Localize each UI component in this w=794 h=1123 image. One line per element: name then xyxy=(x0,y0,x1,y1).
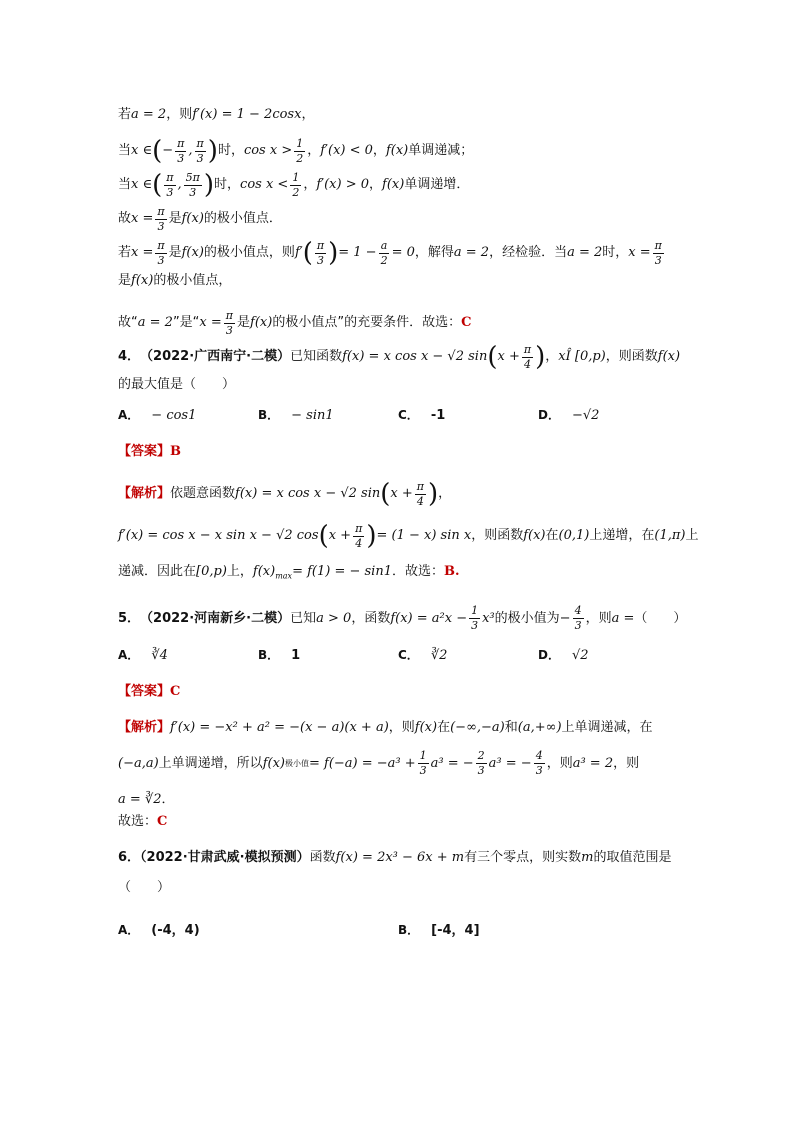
text: ，函数 xyxy=(351,610,391,626)
math: f(x) xyxy=(252,564,276,579)
text: 时， xyxy=(602,245,629,260)
text: 上单调递增，所以 xyxy=(158,755,263,771)
fraction: $\frac{\pi}{4}$ xyxy=(416,479,424,508)
text: 有三个零点，则实数 xyxy=(464,849,582,865)
math: a = 2 xyxy=(131,107,167,122)
math: f(x) xyxy=(523,528,546,543)
subscript: 极小值 xyxy=(284,758,309,768)
q5-options xyxy=(118,644,678,667)
fraction: $\frac{1}{3}$ xyxy=(471,604,479,633)
math: x ∈ xyxy=(131,177,153,192)
math: = 1 − xyxy=(338,245,377,260)
text: 是 xyxy=(237,315,251,330)
fraction: $\frac{1}{2}$ xyxy=(292,170,300,199)
sol-line-7 xyxy=(118,306,678,340)
math: x ∈ xyxy=(131,143,153,158)
math: m xyxy=(581,849,594,865)
fraction: $\frac{\pi}{4}$ xyxy=(355,521,363,550)
math: = (1 − x) sin x xyxy=(376,528,472,543)
math: f(x) xyxy=(382,177,405,192)
math: x + xyxy=(328,528,352,543)
q5-option-c[interactable]: C． ∛2 xyxy=(398,647,448,663)
text: 故“ xyxy=(118,315,138,330)
text: 上递增，在 xyxy=(589,528,655,543)
text: 的取值范围是 xyxy=(593,849,672,865)
text: ，经检验．当 xyxy=(489,245,568,260)
math: x + xyxy=(390,486,413,501)
q6-stem-line-1 xyxy=(118,847,678,869)
text: 若 xyxy=(118,245,132,260)
text: ，则 xyxy=(388,719,415,735)
math: f′ xyxy=(294,245,303,260)
text: 是 xyxy=(118,273,132,288)
q4-answer xyxy=(118,441,678,463)
math: (1,π) xyxy=(654,528,686,543)
math: x + xyxy=(497,349,520,364)
q4-option-c[interactable]: C． -1 xyxy=(398,408,446,423)
math: a > 0 xyxy=(316,610,352,626)
text: ，则 xyxy=(546,755,573,771)
math: f(x) = a²x − xyxy=(390,610,468,626)
q6-option-a[interactable]: A． (-4，4) xyxy=(118,922,200,938)
text: 上单调递减，在 xyxy=(561,719,653,735)
analysis-tag: 【解析】 xyxy=(118,719,171,735)
math: f(x) = x cos x − √2 sin xyxy=(342,349,488,364)
math: a = 2 xyxy=(567,245,603,260)
math: cos x < xyxy=(240,177,289,192)
math: f(x) xyxy=(414,719,438,735)
math: x = xyxy=(199,315,222,330)
math: f(x) xyxy=(262,755,285,771)
text: ，则函数 xyxy=(605,349,658,364)
fraction: $\frac{\pi}{3}$ xyxy=(157,238,165,267)
text: ， xyxy=(438,486,452,501)
text: （ ） xyxy=(118,879,171,895)
fraction: $\frac{4}{3}$ xyxy=(535,749,543,778)
text: ”是“ xyxy=(172,315,200,330)
question-number: 6． xyxy=(118,849,141,865)
text: 单调递减； xyxy=(408,143,474,158)
math: f′(x) = 1 − 2cosx xyxy=(192,107,302,122)
question-source: （2022·广西南宁·二模） xyxy=(140,349,291,364)
math: f′(x) < 0 xyxy=(320,143,373,158)
fraction: $\frac{\pi}{3}$ xyxy=(157,204,165,233)
text: ， xyxy=(301,107,315,122)
text: 在 xyxy=(545,528,559,543)
fraction: $\frac{\pi}{3}$ xyxy=(196,136,204,165)
answer-value: C xyxy=(170,683,181,699)
q4-analysis-line-1: 【解析】 依题意函数 f(x) = x cos x − √2 sin ( x + $\frac{\pi}{4}$ ) ， xyxy=(118,479,452,509)
subscript: max xyxy=(275,571,293,581)
text: ． xyxy=(161,791,175,807)
q4-options xyxy=(118,404,678,427)
text: 的极小值点， xyxy=(153,273,232,288)
math: f(x) xyxy=(385,143,409,158)
sol-line-1 xyxy=(118,104,678,126)
math: f(x) xyxy=(657,349,681,364)
text: 的最大值是（ ） xyxy=(118,377,236,392)
text: 和 xyxy=(504,719,518,735)
q4-analysis-line-2: f′(x) = cos x − x sin x − √2 cos ( x + $\frac{\pi}{4}$ ) = (1 − x) sin x ，则函数 f(x) 在 (0,1) 上递增，在 (1,π) 上 xyxy=(118,521,699,551)
text: 上， xyxy=(226,564,253,579)
q5-answer xyxy=(118,681,678,703)
math: f′(x) > 0 xyxy=(316,177,370,192)
math: f(x) xyxy=(181,245,204,260)
math: x = xyxy=(131,245,154,260)
answer-tag: 【答案】 xyxy=(118,444,171,459)
math: f′(x) = cos x − x sin x − √2 cos xyxy=(118,528,319,543)
text: （ ） xyxy=(634,610,687,626)
text: ， xyxy=(545,349,559,364)
fraction: $\frac{\pi}{3}$ xyxy=(177,136,185,165)
text: 故 xyxy=(118,211,132,226)
fraction: $\frac{5\pi}{3}$ xyxy=(185,170,200,199)
text: 若 xyxy=(118,107,132,122)
math: x = xyxy=(628,245,651,260)
question-source: （2022·甘肃武威·模拟预测） xyxy=(140,849,310,865)
fraction: $\frac{\pi}{4}$ xyxy=(523,342,532,371)
answer-value: C xyxy=(157,813,168,829)
text: 故选： xyxy=(118,813,158,829)
q6-option-b[interactable]: B． [-4，4] xyxy=(398,922,480,938)
math: = 0 xyxy=(391,245,415,260)
text: 时， xyxy=(217,143,244,158)
sol-line-6 xyxy=(118,270,678,292)
text: 时， xyxy=(214,177,241,192)
math: = f(1) = − sin1 xyxy=(292,564,392,579)
fraction: $\frac{2}{3}$ xyxy=(477,749,485,778)
math: = f(−a) = −a³ + xyxy=(308,755,416,771)
math: (−a,a) xyxy=(118,755,159,771)
math: − xyxy=(559,610,571,626)
question-source: （2022·河南新乡·二模） xyxy=(140,610,291,626)
text: 在 xyxy=(437,719,451,735)
q5-analysis-line-4 xyxy=(118,811,678,833)
text: 当 xyxy=(118,177,132,192)
q4-stem-line-2 xyxy=(118,374,678,396)
math: a = xyxy=(611,610,635,626)
text: 是 xyxy=(168,211,182,226)
math: 0,p xyxy=(579,349,601,364)
q4-stem-line-1: 4． （2022·广西南宁·二模） 已知函数 f(x) = x cos x − √2 sin ( x + $\frac{\pi}{4}$ ) ， xÎ [ 0,p ) ，则函数 f(x) xyxy=(118,342,681,372)
math: xÎ xyxy=(558,349,571,364)
math: (a,+∞) xyxy=(517,719,562,735)
math: f′(x) = −x² + a² = −(x − a)(x + a) xyxy=(170,719,389,735)
q6-stem-line-2 xyxy=(118,877,678,899)
text: 已知 xyxy=(290,610,317,626)
math: f(x) xyxy=(250,315,273,330)
text: ，解得 xyxy=(414,245,454,260)
text: ，则 xyxy=(613,755,640,771)
math: a³ = − xyxy=(488,755,532,771)
fraction: $\frac{\pi}{3}$ xyxy=(654,238,662,267)
sol-line-4 xyxy=(118,202,678,236)
q5-stem xyxy=(118,602,687,636)
math: [0,p) xyxy=(196,564,227,579)
fraction: $\frac{\pi}{3}$ xyxy=(166,170,174,199)
q5-option-b[interactable]: B． 1 xyxy=(258,647,301,663)
fraction: $\frac{\pi}{3}$ xyxy=(316,238,325,267)
text: 函数 xyxy=(309,849,336,865)
q5-analysis-line-3 xyxy=(118,789,678,811)
fraction: $\frac{1}{2}$ xyxy=(296,136,304,165)
fraction: $\frac{\pi}{3}$ xyxy=(225,308,234,337)
text: 是 xyxy=(168,245,182,260)
q5-analysis-line-2 xyxy=(118,747,678,781)
text: 单调递增． xyxy=(404,177,470,192)
text: 的极小值点，则 xyxy=(203,245,295,260)
math: a = 2 xyxy=(137,315,173,330)
text: 的极小值点”的充要条件．故选： xyxy=(272,315,462,330)
fraction: $\frac{1}{3}$ xyxy=(419,749,427,778)
text: 的极小值点． xyxy=(203,211,282,226)
math: x = xyxy=(131,211,154,226)
text: 上 xyxy=(685,528,699,543)
text: 当 xyxy=(118,143,132,158)
math: (0,1) xyxy=(558,528,590,543)
q4-option-b[interactable]: B． − sin1 xyxy=(258,408,334,423)
text: 的极小值为 xyxy=(494,610,560,626)
text: 递减．因此在 xyxy=(118,564,197,579)
math: f(x) xyxy=(131,273,154,288)
math: a = ∛2 xyxy=(118,791,162,807)
math: f(x) = x cos x − √2 sin xyxy=(235,486,381,501)
fraction: $\frac{a}{2}$ xyxy=(380,238,388,267)
math: a³ = − xyxy=(430,755,474,771)
q5-option-d[interactable]: D． √2 xyxy=(538,647,589,663)
text: ，则 xyxy=(166,107,193,122)
q5-analysis-line-1 xyxy=(118,717,678,739)
answer-value: C xyxy=(461,315,472,330)
math: f(x) xyxy=(181,211,204,226)
math: cos x > xyxy=(243,143,293,158)
answer-tag: 【答案】 xyxy=(118,683,171,699)
document-content xyxy=(118,104,699,942)
question-number: 4． xyxy=(118,349,141,364)
text: 已知函数 xyxy=(290,349,343,364)
math: a = 2 xyxy=(453,245,490,260)
text: ，则函数 xyxy=(471,528,524,543)
q4-analysis-line-3 xyxy=(118,561,678,588)
fraction: $\frac{4}{3}$ xyxy=(574,604,582,633)
sol-line-2: 当 x ∈ ( − $\frac{\pi}{3}$ , $\frac{\pi}{3}$ ) 时， cos x > $\frac{1}{2}$ ， f′(x) < 0 ， f(x) 单调递减； xyxy=(118,136,474,166)
answer-value: B. xyxy=(444,564,460,579)
q5-option-a[interactable]: A． ∛4 xyxy=(118,647,168,663)
q4-option-d[interactable]: D． −√2 xyxy=(538,408,600,423)
math: f(x) = 2x³ − 6x + m xyxy=(335,849,465,865)
q6-options xyxy=(118,919,678,942)
text: ．故选： xyxy=(391,564,444,579)
text: 依题意函数 xyxy=(170,486,236,501)
analysis-tag: 【解析】 xyxy=(118,486,171,501)
math: (−∞,−a) xyxy=(450,719,505,735)
answer-value: B xyxy=(170,444,182,459)
text: ，则 xyxy=(585,610,612,626)
math: a³ = 2 xyxy=(572,755,614,771)
q4-option-a[interactable]: A． − cos1 xyxy=(118,408,197,423)
math: x³ xyxy=(482,610,495,626)
question-number: 5． xyxy=(118,610,141,626)
sol-line-3: 当 x ∈ ( $\frac{\pi}{3}$ , $\frac{5\pi}{3}$ ) 时， cos x < $\frac{1}{2}$ ， f′(x) > 0 ， f(x) 单调递增． xyxy=(118,170,470,200)
sol-line-5: 若 x = $\frac{\pi}{3}$ 是 f(x) 的极小值点，则 f′ ( $\frac{\pi}{3}$ ) = 1 − $\frac{a}{2}$ = 0 ，解得 a = 2 ，经检验．当 a = 2 时， x = $\frac{\pi}{3}$ xyxy=(118,238,662,268)
